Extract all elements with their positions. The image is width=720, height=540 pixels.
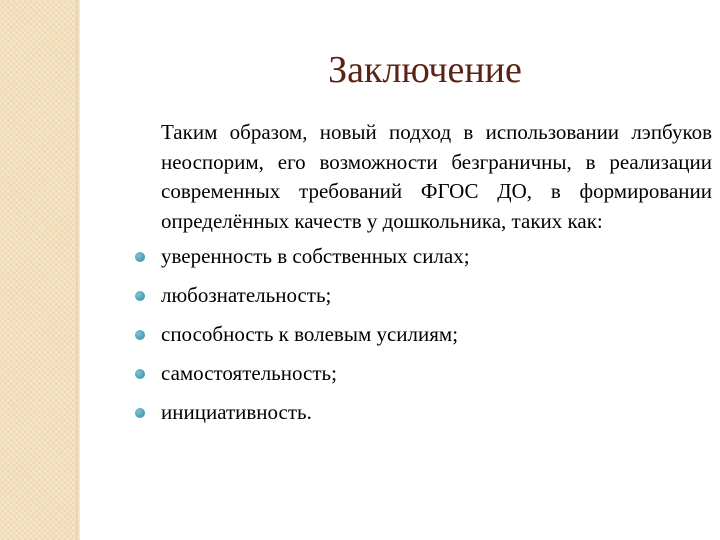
bullet-list xyxy=(132,242,712,437)
decorative-side-strip xyxy=(0,0,76,540)
bullet-text: любознательность; xyxy=(161,283,332,308)
bullet-dot-icon xyxy=(135,330,145,340)
bullet-dot-icon xyxy=(135,408,145,418)
intro-paragraph: Таким образом, новый подход в использовании лэпбуков неоспорим, его возможности безграничны, в реализации современных требований ФГОС ДО, в формировании определённых качеств у дошкольника, таких как: xyxy=(161,120,712,233)
bullet-dot-icon xyxy=(135,369,145,379)
bullet-text: инициативность. xyxy=(161,400,312,425)
slide-content xyxy=(132,118,712,437)
list-item xyxy=(132,398,712,437)
bullet-text: самостоятельность; xyxy=(161,361,337,386)
side-strip-edge xyxy=(76,0,80,540)
list-item xyxy=(132,281,712,320)
list-item xyxy=(132,242,712,281)
bullet-dot-icon xyxy=(135,252,145,262)
list-item xyxy=(132,359,712,398)
slide-title: Заключение xyxy=(328,49,522,91)
list-item xyxy=(132,320,712,359)
bullet-text: уверенность в собственных силах; xyxy=(161,244,470,269)
bullet-dot-icon xyxy=(135,291,145,301)
bullet-text: способность к волевым усилиям; xyxy=(161,322,459,347)
